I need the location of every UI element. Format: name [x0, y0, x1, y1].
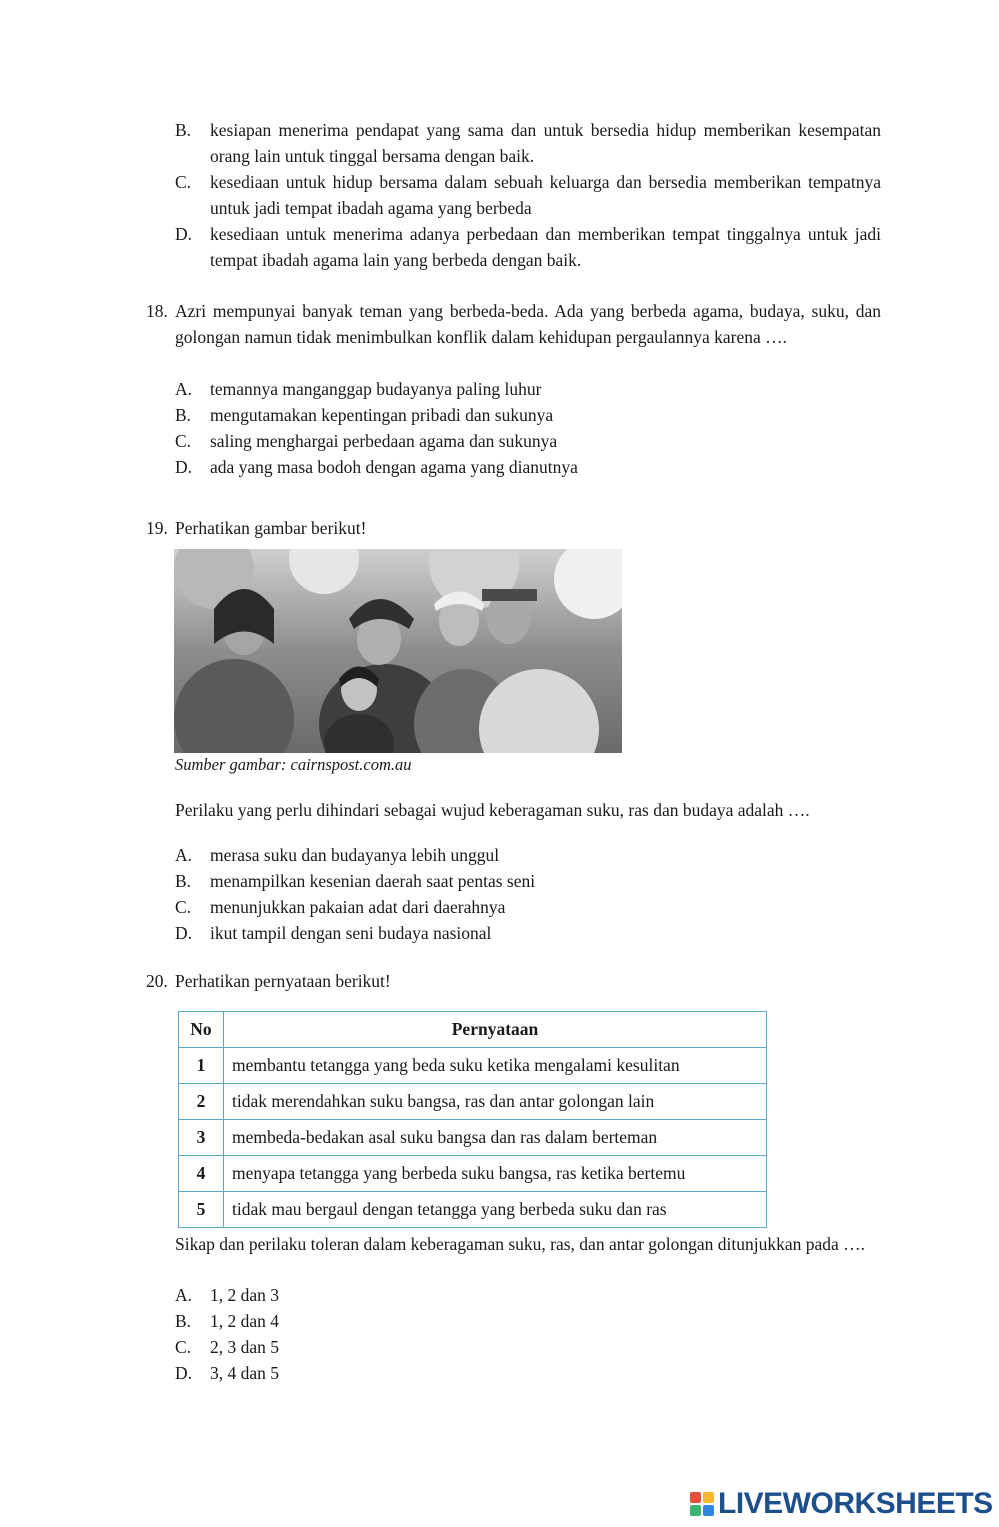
q17-option-b-letter: B. [175, 120, 192, 140]
q19-option-d[interactable] [175, 920, 881, 946]
q18-question [146, 298, 881, 350]
logo-tile-e [703, 1505, 714, 1516]
table-cell-statement: tidak mau bergaul dengan tetangga yang berbeda suku dan ras [224, 1192, 767, 1228]
q19-option-c-text: menunjukkan pakaian adat dari daerahnya [210, 897, 506, 917]
q20-option-b-letter: B. [175, 1311, 192, 1331]
q20-option-a-letter: A. [175, 1285, 193, 1305]
table-row [179, 1084, 767, 1120]
q18-option-b-letter: B. [175, 405, 192, 425]
logo-tile-i [703, 1492, 714, 1503]
statement-table [178, 1011, 767, 1228]
table-cell-statement: membantu tetangga yang beda suku ketika mengalami kesulitan [224, 1048, 767, 1084]
logo-tile-v [690, 1505, 701, 1516]
q18-option-b[interactable] [175, 402, 881, 428]
q18-option-d-letter: D. [175, 457, 193, 477]
table-header-no: No [179, 1012, 224, 1048]
logo-tiles-icon [690, 1492, 714, 1516]
q18-option-d-text: ada yang masa bodoh dengan agama yang dianutnya [210, 457, 578, 477]
q20-number: 20. [146, 971, 168, 991]
q18-option-b-text: mengutamakan kepentingan pribadi dan sukunya [210, 405, 554, 425]
q19-prompt: Perilaku yang perlu dihindari sebagai wujud keberagaman suku, ras dan budaya adalah …. [175, 800, 810, 820]
table-cell-statement: menyapa tetangga yang berbeda suku bangsa, ras ketika bertemu [224, 1156, 767, 1192]
q19-question [146, 515, 881, 541]
q19-option-d-text: ikut tampil dengan seni budaya nasional [210, 923, 492, 943]
q18-option-a[interactable] [175, 376, 881, 402]
q18-option-a-text: temannya manganggap budayanya paling luhur [210, 379, 542, 399]
photo-caption: Sumber gambar: cairnspost.com.au [175, 755, 412, 774]
q17-option-d-text: kesediaan untuk menerima adanya perbedaan dan memberikan tempat tinggalnya untuk jadi tempat ibadah agama lain yang berbeda dengan baik. [210, 224, 881, 270]
q20-question [146, 968, 881, 994]
q19-number: 19. [146, 518, 168, 538]
table-cell-no: 4 [179, 1156, 224, 1192]
q17-option-c-letter: C. [175, 172, 192, 192]
q19-option-a[interactable] [175, 842, 881, 868]
q20-option-d-letter: D. [175, 1363, 193, 1383]
q18-option-c[interactable] [175, 428, 881, 454]
table-cell-statement: membeda-bedakan asal suku bangsa dan ras dalam berteman [224, 1120, 767, 1156]
q20-option-c-text: 2, 3 dan 5 [210, 1337, 280, 1357]
table-cell-no: 5 [179, 1192, 224, 1228]
q18-text: Azri mempunyai banyak teman yang berbeda-beda. Ada yang berbeda agama, budaya, suku, dan golongan namun tidak menimbulkan konflik dalam kehidupan pergaulannya karena …. [175, 301, 881, 347]
q17-option-d-letter: D. [175, 224, 193, 244]
table-cell-statement: tidak merendahkan suku bangsa, ras dan antar golongan lain [224, 1084, 767, 1120]
q17-option-c-text: kesediaan untuk hidup bersama dalam sebuah keluarga dan bersedia memberikan tempatnya untuk jadi tempat ibadah agama yang berbeda [210, 172, 881, 218]
q20-text: Perhatikan pernyataan berikut! [175, 971, 391, 991]
q20-option-b-text: 1, 2 dan 4 [210, 1311, 280, 1331]
q20-option-d[interactable] [175, 1360, 881, 1386]
table-cell-no: 3 [179, 1120, 224, 1156]
liveworksheets-logo[interactable] [690, 1487, 993, 1521]
q19-option-d-letter: D. [175, 923, 193, 943]
logo-tile-l [690, 1492, 701, 1503]
q18-option-c-letter: C. [175, 431, 192, 451]
q17-option-b[interactable] [175, 117, 881, 169]
table-row [179, 1156, 767, 1192]
q17-option-b-text: kesiapan menerima pendapat yang sama dan untuk bersedia hidup memberikan kesempatan orang lain untuk tinggal bersama dengan baik. [210, 120, 881, 166]
q19-text: Perhatikan gambar berikut! [175, 518, 367, 538]
q20-prompt: Sikap dan perilaku toleran dalam keberagaman suku, ras, dan antar golongan ditunjukkan pada …. [175, 1234, 866, 1254]
q19-option-b-letter: B. [175, 871, 192, 891]
table-header-statement: Pernyataan [224, 1012, 767, 1048]
table-row [179, 1192, 767, 1228]
table-row [179, 1120, 767, 1156]
q18-number: 18. [146, 301, 168, 321]
q20-option-a[interactable] [175, 1282, 881, 1308]
traditional-costume-photo [174, 549, 622, 753]
q19-option-c-letter: C. [175, 897, 192, 917]
table-cell-no: 2 [179, 1084, 224, 1120]
brand-name: LIVEWORKSHEETS [718, 1487, 993, 1520]
q17-option-d[interactable] [175, 221, 881, 273]
q20-option-b[interactable] [175, 1308, 881, 1334]
q17-option-c[interactable] [175, 169, 881, 221]
q18-option-d[interactable] [175, 454, 881, 480]
q19-option-a-letter: A. [175, 845, 193, 865]
q19-option-c[interactable] [175, 894, 881, 920]
q20-option-d-text: 3, 4 dan 5 [210, 1363, 280, 1383]
table-header-row [179, 1012, 767, 1048]
table-row [179, 1048, 767, 1084]
q19-option-b-text: menampilkan kesenian daerah saat pentas seni [210, 871, 536, 891]
q20-option-c[interactable] [175, 1334, 881, 1360]
q18-option-a-letter: A. [175, 379, 193, 399]
q19-option-a-text: merasa suku dan budayanya lebih unggul [210, 845, 500, 865]
table-cell-no: 1 [179, 1048, 224, 1084]
q20-option-c-letter: C. [175, 1337, 192, 1357]
q19-option-b[interactable] [175, 868, 881, 894]
q20-option-a-text: 1, 2 dan 3 [210, 1285, 280, 1305]
q18-option-c-text: saling menghargai perbedaan agama dan sukunya [210, 431, 558, 451]
